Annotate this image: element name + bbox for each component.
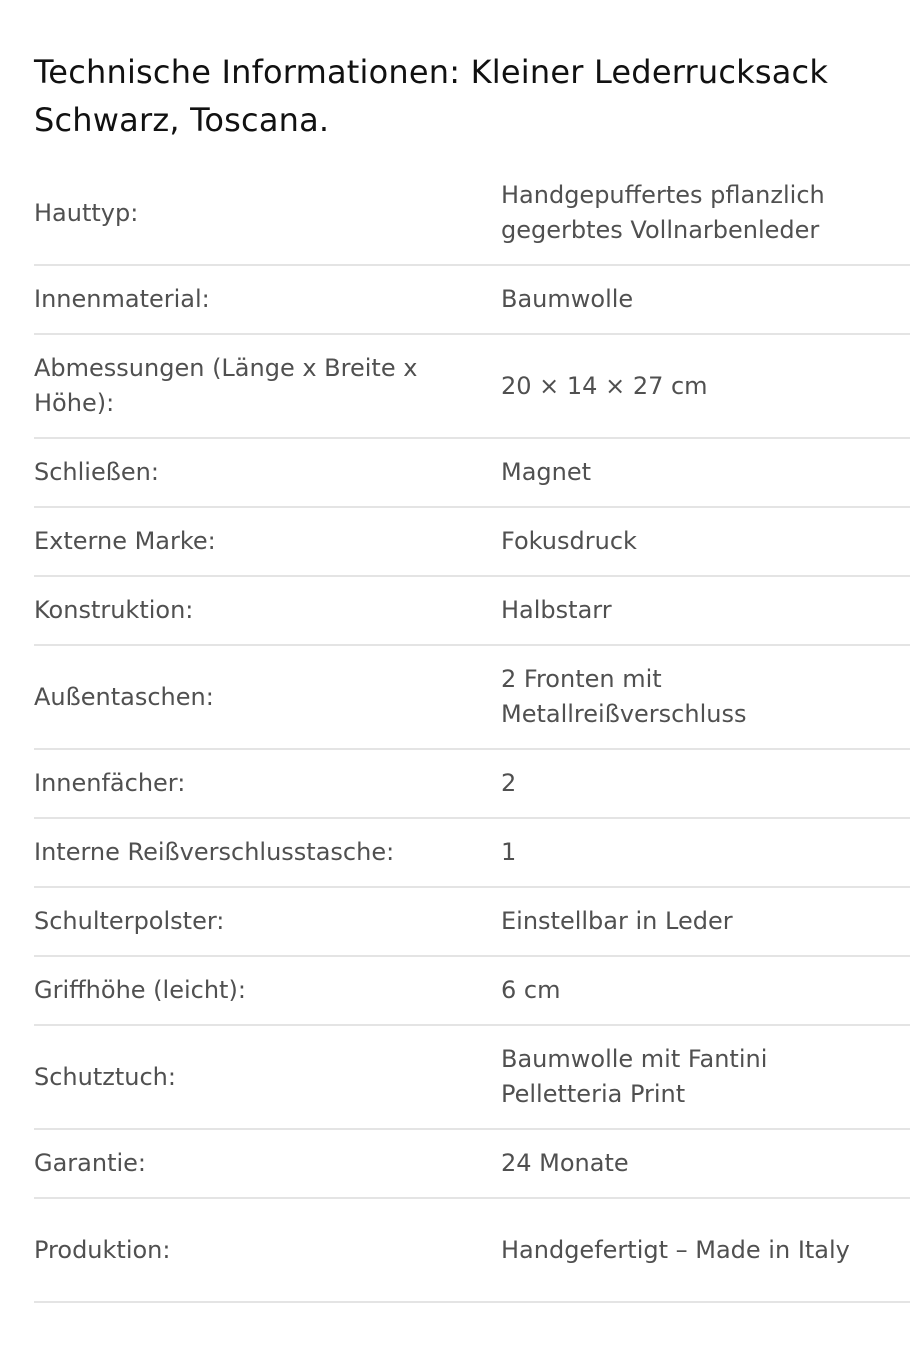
spec-value: Handgefertigt – Made in Italy [501, 1235, 850, 1264]
spec-label: Innenfächer: [34, 769, 186, 797]
spec-label: Innenmaterial: [34, 285, 210, 313]
spec-row-konstruktion [34, 577, 910, 646]
spec-row-produktion [34, 1199, 910, 1303]
spec-label: Schutztuch: [34, 1062, 176, 1091]
spec-value: Baumwolle mit Fantini Pelletteria Print [501, 1045, 768, 1108]
spec-label: Interne Reißverschlusstasche: [34, 838, 395, 866]
spec-value: Baumwolle [501, 285, 634, 313]
spec-value: 2 [501, 769, 517, 797]
spec-row-innenmaterial [34, 266, 910, 335]
specs-table [34, 162, 910, 1303]
spec-row-abmessungen [34, 335, 910, 439]
spec-label: Schulterpolster: [34, 907, 225, 935]
spec-label: Abmessungen (Länge x Breite x Höhe): [34, 354, 418, 417]
spec-row-schulterpolster [34, 888, 910, 957]
spec-label: Produktion: [34, 1235, 171, 1264]
spec-row-schliessen [34, 439, 910, 508]
spec-row-schutztuch [34, 1026, 910, 1130]
spec-label: Garantie: [34, 1149, 147, 1177]
spec-label: Hauttyp: [34, 198, 139, 227]
spec-row-interne-tasche [34, 819, 910, 888]
spec-label: Griffhöhe (leicht): [34, 976, 246, 1004]
spec-row-aussentaschen [34, 646, 910, 750]
spec-label: Konstruktion: [34, 596, 194, 624]
spec-row-griffhoehe [34, 957, 910, 1026]
spec-value: 24 Monate [501, 1149, 629, 1177]
spec-value: Fokusdruck [501, 527, 637, 555]
spec-value: Einstellbar in Leder [501, 907, 733, 935]
spec-label: Schließen: [34, 458, 159, 486]
spec-value: Halbstarr [501, 596, 612, 624]
spec-value: 1 [501, 838, 517, 866]
spec-value: Handgepuffertes pflanzlich gegerbtes Vollnarbenleder [501, 181, 825, 244]
page-title: Technische Informationen: Kleiner Lederrucksack Schwarz, Toscana. [34, 53, 829, 139]
spec-value: 2 Fronten mit Metallreißverschluss [501, 665, 747, 728]
spec-value: 20 × 14 × 27 cm [501, 371, 708, 400]
spec-row-externe-marke [34, 508, 910, 577]
spec-row-innenfaecher [34, 750, 910, 819]
spec-value: 6 cm [501, 976, 561, 1004]
spec-label: Außentaschen: [34, 682, 214, 711]
spec-value: Magnet [501, 458, 592, 486]
spec-label: Externe Marke: [34, 527, 216, 555]
spec-row-garantie [34, 1130, 910, 1199]
spec-row-hauttyp [34, 162, 910, 266]
